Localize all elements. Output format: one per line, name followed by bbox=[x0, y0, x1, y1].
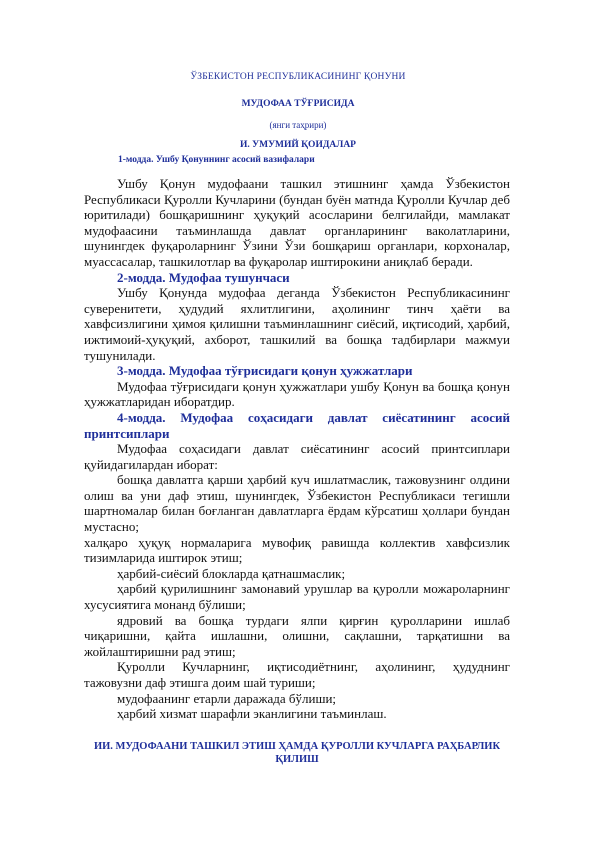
article-1-text: Ушбу Қонун мудофаани ташкил этишнинг ҳамда Ўзбекистон Республикаси Қуролли Кучларини (бундан буён матнда Қуролли Кучлар деб юритилади) бошқаришнинг ҳуқуқий асосларини белгилайди, мамлакат мудофаасини таъминлашда давлат органларининг ваколатларини, шунингдек фуқароларнинг Ўзини Ўзи бошқариш органлари, корхоналар, муассасалар, ташкилотлар ва фуқаролар иштирокини аниқлаб беради. bbox=[84, 176, 510, 269]
principle-item: халқаро ҳуқуқ нормаларига мувофиқ равишда коллектив хавфсизлик тизимларида иштирок этиш; bbox=[84, 534, 510, 566]
article-3-text: Мудофаа тўғрисидаги қонун ҳужжатлари ушбу Қонун ва бошқа қонун ҳужжатларидан иборатдир. bbox=[84, 378, 510, 410]
article-1-title: 1-модда. Ушбу Қонуннинг асосий вазифалари bbox=[118, 155, 315, 165]
section-1-title: И. УМУМИЙ ҚОИДАЛАР bbox=[240, 140, 356, 150]
edition-note: (янги таҳрири) bbox=[269, 120, 327, 130]
article-4-title: 4-модда. Мудофаа соҳасидаги давлат сиёсатининг асосий принтсиплари bbox=[84, 409, 510, 441]
principle-item: Қуролли Кучларнинг, иқтисодиётнинг, аҳолининг, ҳудуднинг тажовузни даф этишга доим шай туриши; bbox=[84, 659, 510, 690]
principle-item: мудофаанинг етарли даражада бўлиши; bbox=[117, 690, 337, 706]
law-title: ЎЗБЕКИСТОН РЕСПУБЛИКАСИНИНГ ҚОНУНИ bbox=[190, 72, 406, 82]
principle-item: ҳарбий қурилишнинг замонавий урушлар ва қуролли можароларнинг хусусиятига монанд бўлиши; bbox=[84, 581, 510, 613]
principle-item: бошқа давлатга қарши ҳарбий куч ишлатмаслик, тажовузнинг олдини олиш ва уни даф этиш, шунингдек, Ўзбекистон Республикаси тегишли шартномалар билан боғланган давлатларга ёрдам кўрсатиш ҳоллари бундан мустасно; bbox=[84, 472, 510, 535]
article-3-title: 3-модда. Мудофаа тўғрисидаги қонун ҳужжатлари bbox=[117, 363, 413, 379]
article-2-title: 2-модда. Мудофаа тушунчаси bbox=[117, 269, 290, 285]
principle-item: ҳарбий хизмат шарафли эканлигини таъминлаш. bbox=[117, 706, 387, 722]
article-4-intro: Мудофаа соҳасидаги давлат сиёсатининг асосий принтсиплари қуйидагилардан иборат: bbox=[84, 441, 510, 472]
law-subject: МУДОФАА ТЎҒРИСИДА bbox=[241, 99, 355, 109]
section-2-title: ИИ. МУДОФААНИ ТАШКИЛ ЭТИШ ҲАМДА ҚУРОЛЛИ КУЧЛАРГА РАҲБАРЛИК ҚИЛИШ bbox=[93, 741, 501, 765]
principle-item: ҳарбий-сиёсий блокларда қатнашмаслик; bbox=[117, 565, 346, 581]
article-2-text: Ушбу Қонунда мудофаа деганда Ўзбекистон Республикасининг суверенитети, ҳудудий яхлитлигини, аҳолининг тинч ҳаёти ва хавфсизлигини ҳимоя қилишни таъминлашнинг сиёсий, иқтисодий, ҳарбий, ижтимоий-ҳуқуқий, ахборот, ташкилий ва бошқа тадбирлари мажмуи тушунилади. bbox=[84, 285, 510, 363]
principle-item: ядровий ва бошқа турдаги ялпи қирғин қуролларини ишлаб чиқаришни, қайта ишлашни, олишни, сақлашни, тарқатишни ва жойлаштиришни рад этиш; bbox=[84, 612, 510, 659]
document-body bbox=[84, 176, 510, 722]
